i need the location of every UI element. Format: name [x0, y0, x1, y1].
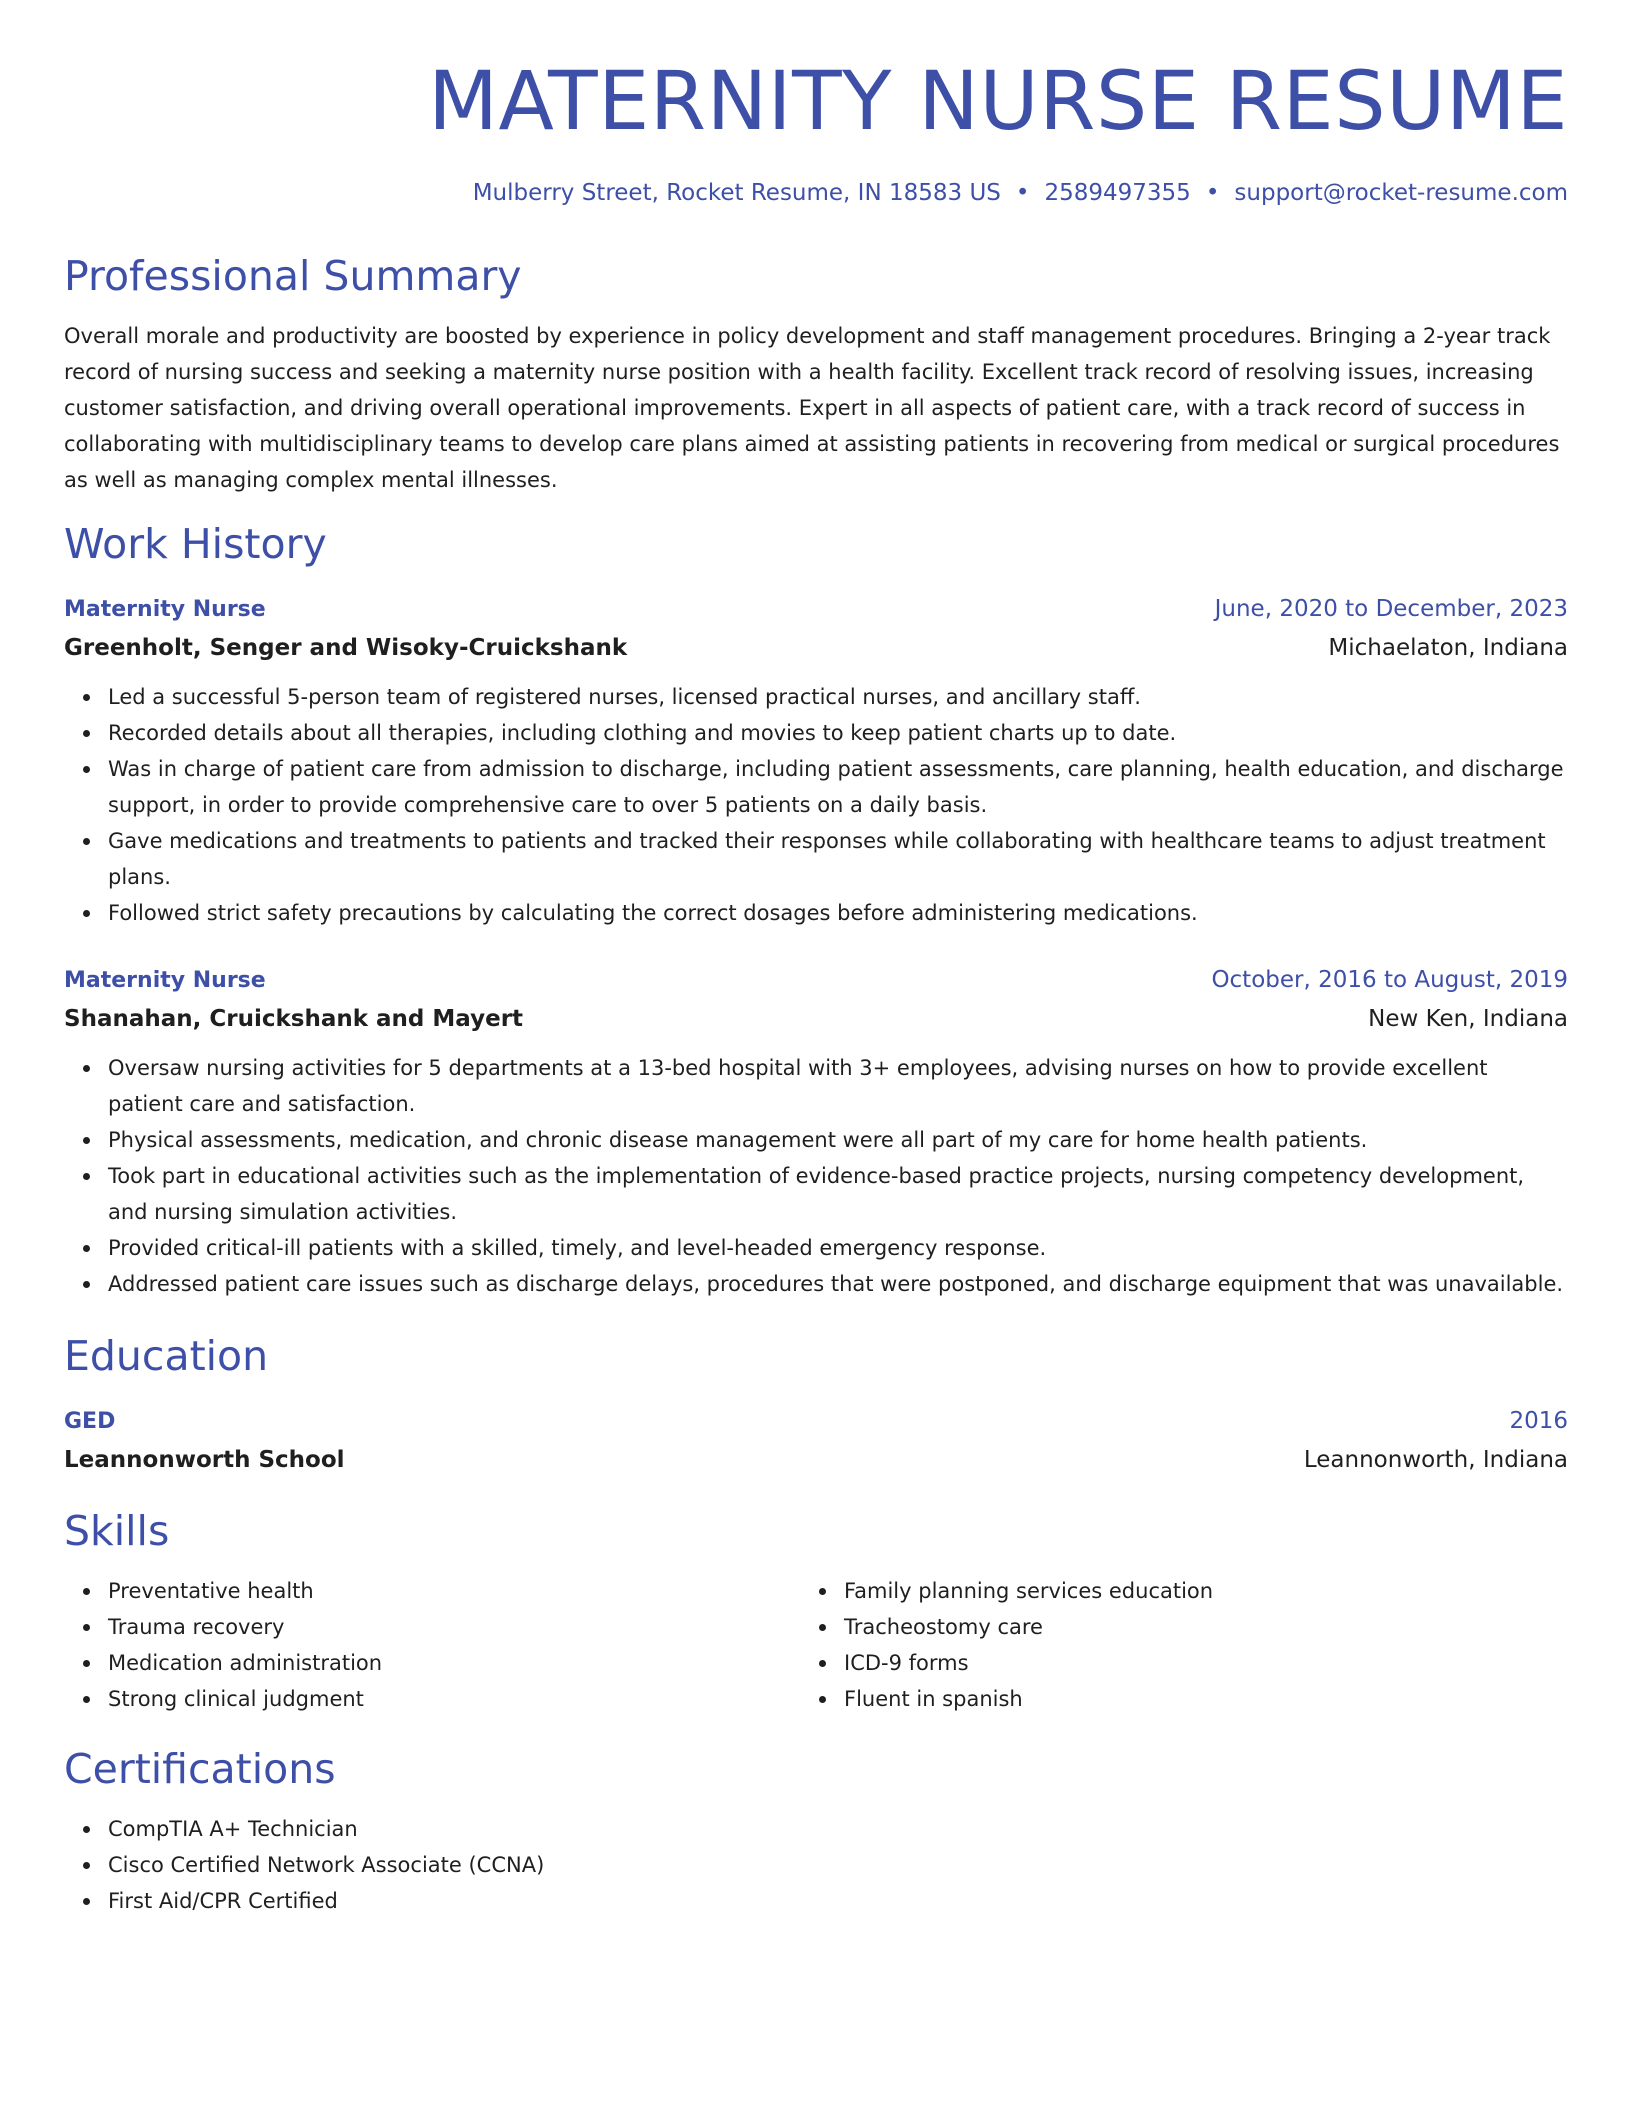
skills-grid: [64, 1573, 1568, 1717]
work-history-heading: Work History: [64, 520, 327, 568]
contact-separator: •: [1015, 180, 1030, 206]
job-company: Greenholt, Senger and Wisoky-Cruickshank: [64, 635, 628, 661]
skill-item: Fluent in spanish: [844, 1681, 1536, 1717]
job-dates: June, 2020 to December, 2023: [1214, 596, 1568, 622]
job-duty: Followed strict safety precautions by calculating the correct dosages before administering medications.: [108, 895, 1568, 931]
resume-name: MATERNITY NURSE RESUME: [428, 55, 1568, 149]
job-duties-list: [64, 1050, 1568, 1302]
education-year: 2016: [1509, 1408, 1568, 1434]
summary-heading: Professional Summary: [64, 252, 522, 300]
skills-list: [800, 1573, 1536, 1717]
job-duty: Recorded details about all therapies, including clothing and movies to keep patient charts up to date.: [108, 715, 1568, 751]
job-duties-list: [64, 679, 1568, 931]
certifications-heading: Certifications: [64, 1745, 336, 1793]
skills-column-left: [64, 1573, 800, 1717]
education-school: Leannonworth School: [64, 1447, 345, 1473]
skills-column-right: [800, 1573, 1536, 1717]
skill-item: ICD-9 forms: [844, 1645, 1536, 1681]
summary-text: Overall morale and productivity are boosted by experience in policy development and staff management procedures. Bringing a 2-year track record of nursing success and seeking a maternity nurse position with a health facility. Excellent track record of resolving issues, increasing customer satisfaction, and driving overall operational improvements. Expert in all aspects of patient care, with a track record of success in collaborating with multidisciplinary teams to develop care plans aimed at assisting patients in recovering from medical or surgical procedures as well as managing complex mental illnesses.: [64, 324, 1560, 492]
job-entry: [64, 590, 1568, 931]
job-header-row: [64, 590, 1568, 629]
job-title: Maternity Nurse: [64, 597, 266, 622]
job-duty: Led a successful 5-person team of registered nurses, licensed practical nurses, and ancillary staff.: [108, 679, 1568, 715]
skills-list: [64, 1573, 800, 1717]
job-dates: October, 2016 to August, 2019: [1211, 967, 1568, 993]
job-duty: Was in charge of patient care from admission to discharge, including patient assessments, care planning, health education, and discharge support, in order to provide comprehensive care to over 5 patients on a daily basis.: [108, 751, 1568, 823]
contact-email[interactable]: support@rocket-resume.com: [1234, 180, 1568, 206]
certification-item: CompTIA A+ Technician: [108, 1811, 1568, 1847]
job-location: Michaelaton, Indiana: [1328, 635, 1568, 661]
contact-line: [64, 178, 1568, 208]
skills-heading: Skills: [64, 1507, 170, 1555]
skill-item: Trauma recovery: [108, 1609, 800, 1645]
skill-item: Medication administration: [108, 1645, 800, 1681]
job-duty: Took part in educational activities such as the implementation of evidence-based practice projects, nursing competency development, and nursing simulation activities.: [108, 1158, 1568, 1230]
job-location: New Ken, Indiana: [1368, 1006, 1568, 1032]
contact-address: Mulberry Street, Rocket Resume, IN 18583 US: [472, 180, 1001, 206]
job-company-row: [64, 1000, 1568, 1038]
job-entry: [64, 961, 1568, 1302]
job-title: Maternity Nurse: [64, 968, 266, 993]
job-company: Shanahan, Cruickshank and Mayert: [64, 1006, 524, 1032]
education-location: Leannonworth, Indiana: [1303, 1447, 1568, 1473]
certification-item: Cisco Certified Network Associate (CCNA): [108, 1847, 1568, 1883]
job-duty: Physical assessments, medication, and chronic disease management were all part of my care for home health patients.: [108, 1122, 1568, 1158]
skill-item: Preventative health: [108, 1573, 800, 1609]
education-degree: GED: [64, 1409, 116, 1434]
job-duty: Oversaw nursing activities for 5 departments at a 13-bed hospital with 3+ employees, advising nurses on how to provide excellent patient care and satisfaction.: [108, 1050, 1568, 1122]
job-duty: Provided critical-ill patients with a skilled, timely, and level-headed emergency response.: [108, 1230, 1568, 1266]
certifications-list: [64, 1811, 1568, 1919]
job-duty: Addressed patient care issues such as discharge delays, procedures that were postponed, and discharge equipment that was unavailable.: [108, 1266, 1568, 1302]
education-entry: [64, 1402, 1568, 1479]
certification-item: First Aid/CPR Certified: [108, 1883, 1568, 1919]
education-header-row: [64, 1402, 1568, 1441]
skill-item: Tracheostomy care: [844, 1609, 1536, 1645]
contact-phone: 2589497355: [1044, 180, 1191, 206]
contact-separator: •: [1205, 180, 1220, 206]
education-school-row: [64, 1441, 1568, 1479]
education-heading: Education: [64, 1332, 269, 1380]
skill-item: Strong clinical judgment: [108, 1681, 800, 1717]
job-header-row: [64, 961, 1568, 1000]
job-company-row: [64, 629, 1568, 667]
job-duty: Gave medications and treatments to patients and tracked their responses while collaborating with healthcare teams to adjust treatment plans.: [108, 823, 1568, 895]
skill-item: Family planning services education: [844, 1573, 1536, 1609]
